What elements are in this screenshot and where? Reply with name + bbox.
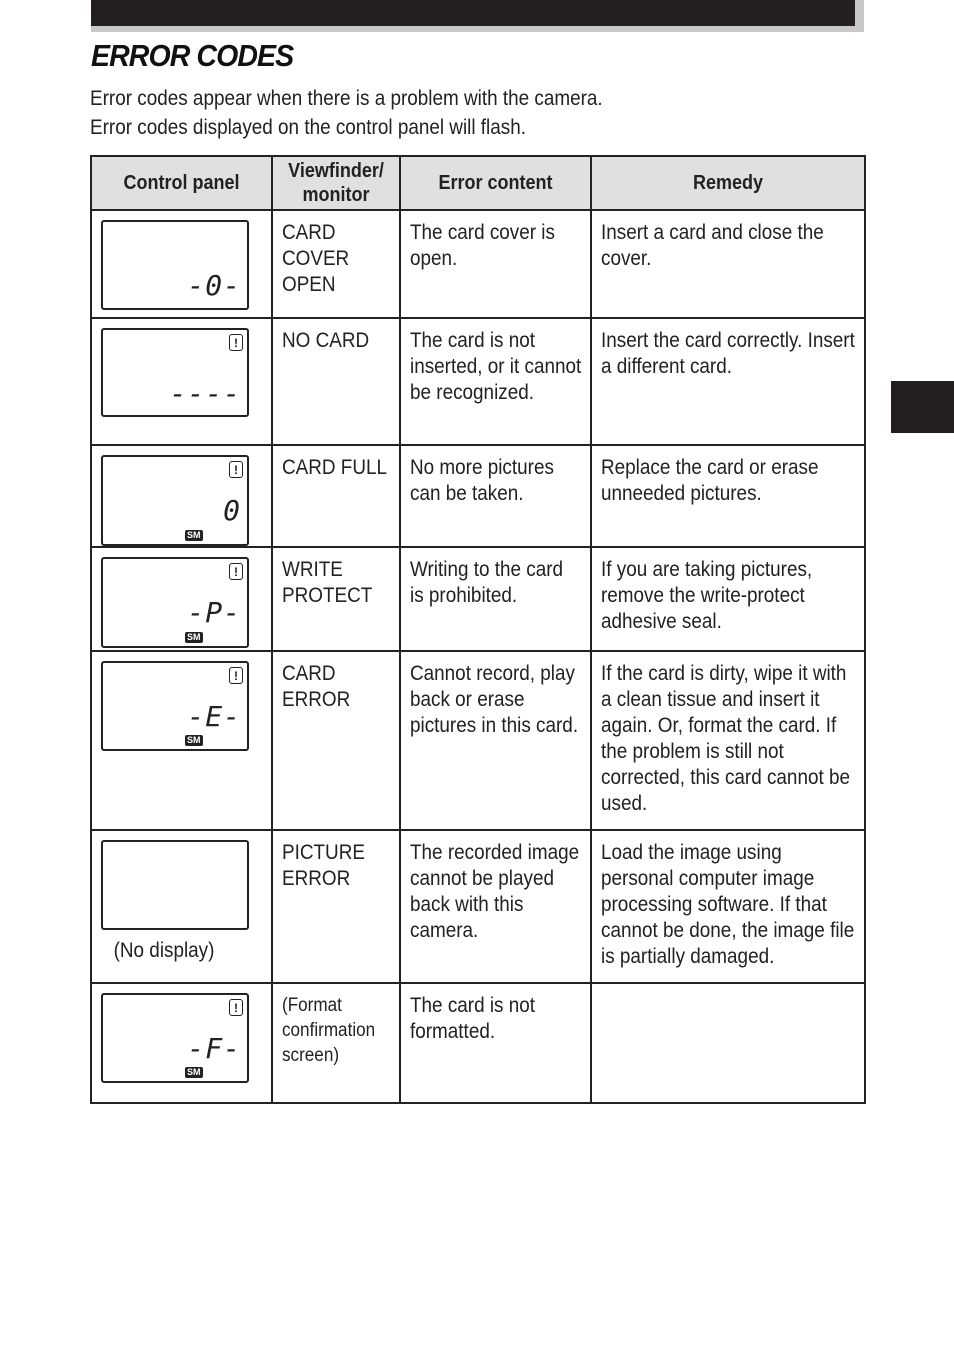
table-row bbox=[91, 983, 865, 1103]
table-row bbox=[91, 547, 865, 651]
remedy-cell: Insert a card and close the cover. bbox=[591, 210, 865, 318]
lcd-error-code: -E- bbox=[187, 700, 241, 733]
header-control-panel: Control panel bbox=[91, 156, 272, 210]
no-display-caption: (No display) bbox=[113, 939, 215, 962]
warning-icon: ! bbox=[229, 461, 243, 478]
remedy-cell: If you are taking pictures, remove the write-protect adhesive seal. bbox=[591, 547, 865, 651]
viewfinder-cell: CARD COVER OPEN bbox=[272, 210, 400, 318]
table-row bbox=[91, 318, 865, 445]
header-bar-shadow bbox=[91, 26, 864, 32]
control-panel-lcd bbox=[101, 661, 249, 751]
intro-line-2: Error codes displayed on the control panel will flash. bbox=[90, 116, 526, 139]
control-panel-cell bbox=[91, 318, 272, 445]
table-header-row bbox=[91, 156, 865, 210]
warning-icon: ! bbox=[229, 563, 243, 580]
sm-card-icon: SM bbox=[187, 735, 201, 745]
control-panel-lcd bbox=[101, 840, 249, 930]
warning-icon: ! bbox=[229, 999, 243, 1016]
warning-icon: ! bbox=[229, 667, 243, 684]
lcd-error-code: ---- bbox=[169, 377, 241, 410]
remedy-cell: Replace the card or erase unneeded pictures. bbox=[591, 445, 865, 547]
error-content-cell: The card is not inserted, or it cannot be recognized. bbox=[400, 318, 591, 445]
control-panel-cell bbox=[91, 830, 272, 983]
warning-icon: ! bbox=[229, 334, 243, 351]
error-content-cell: Writing to the card is prohibited. bbox=[400, 547, 591, 651]
header-bar-shadow-edge bbox=[855, 0, 864, 32]
sm-card-icon: SM bbox=[187, 530, 201, 540]
table-row bbox=[91, 445, 865, 547]
control-panel-cell bbox=[91, 547, 272, 651]
lcd-error-code: 0 bbox=[223, 494, 241, 527]
lcd-error-code: -F- bbox=[187, 1032, 241, 1065]
header-bar bbox=[91, 0, 855, 26]
error-content-cell: No more pictures can be taken. bbox=[400, 445, 591, 547]
remedy-cell: If the card is dirty, wipe it with a clean tissue and insert it again. Or, format the card. If the problem is still not corrected, this card cannot be used. bbox=[591, 651, 865, 830]
table-row bbox=[91, 830, 865, 983]
sm-card-icon: SM bbox=[187, 632, 201, 642]
viewfinder-cell: CARD FULL bbox=[272, 445, 400, 547]
header-error-content: Error content bbox=[400, 156, 591, 210]
control-panel-lcd bbox=[101, 455, 249, 546]
control-panel-lcd bbox=[101, 557, 249, 648]
control-panel-lcd bbox=[101, 220, 249, 310]
viewfinder-cell: CARD ERROR bbox=[272, 651, 400, 830]
error-content-cell: The card is not formatted. bbox=[400, 983, 591, 1103]
control-panel-cell bbox=[91, 445, 272, 547]
viewfinder-cell: WRITE PROTECT bbox=[272, 547, 400, 651]
viewfinder-cell: PICTURE ERROR bbox=[272, 830, 400, 983]
viewfinder-cell: NO CARD bbox=[272, 318, 400, 445]
sm-card-icon: SM bbox=[187, 1067, 201, 1077]
intro-line-1: Error codes appear when there is a problem with the camera. bbox=[90, 87, 603, 110]
control-panel-lcd bbox=[101, 993, 249, 1083]
control-panel-cell bbox=[91, 210, 272, 318]
viewfinder-cell: (Format confirmation screen) bbox=[272, 983, 400, 1103]
error-content-cell: The card cover is open. bbox=[400, 210, 591, 318]
lcd-error-code: -P- bbox=[187, 596, 241, 629]
lcd-error-code: -0- bbox=[187, 269, 241, 302]
section-tab bbox=[891, 381, 954, 433]
error-codes-table bbox=[90, 155, 866, 1104]
control-panel-lcd bbox=[101, 328, 249, 417]
header-remedy: Remedy bbox=[591, 156, 865, 210]
remedy-cell: Insert the card correctly. Insert a different card. bbox=[591, 318, 865, 445]
table-row bbox=[91, 210, 865, 318]
page-title: ERROR CODES bbox=[91, 38, 294, 73]
remedy-cell: Load the image using personal computer image processing software. If that cannot be done, the image file is partially damaged. bbox=[591, 830, 865, 983]
error-content-cell: The recorded image cannot be played back with this camera. bbox=[400, 830, 591, 983]
error-content-cell: Cannot record, play back or erase pictures in this card. bbox=[400, 651, 591, 830]
header-viewfinder-monitor: Viewfinder/ monitor bbox=[272, 156, 400, 210]
table-row bbox=[91, 651, 865, 830]
control-panel-cell bbox=[91, 651, 272, 830]
control-panel-cell bbox=[91, 983, 272, 1103]
remedy-cell bbox=[591, 983, 865, 1103]
